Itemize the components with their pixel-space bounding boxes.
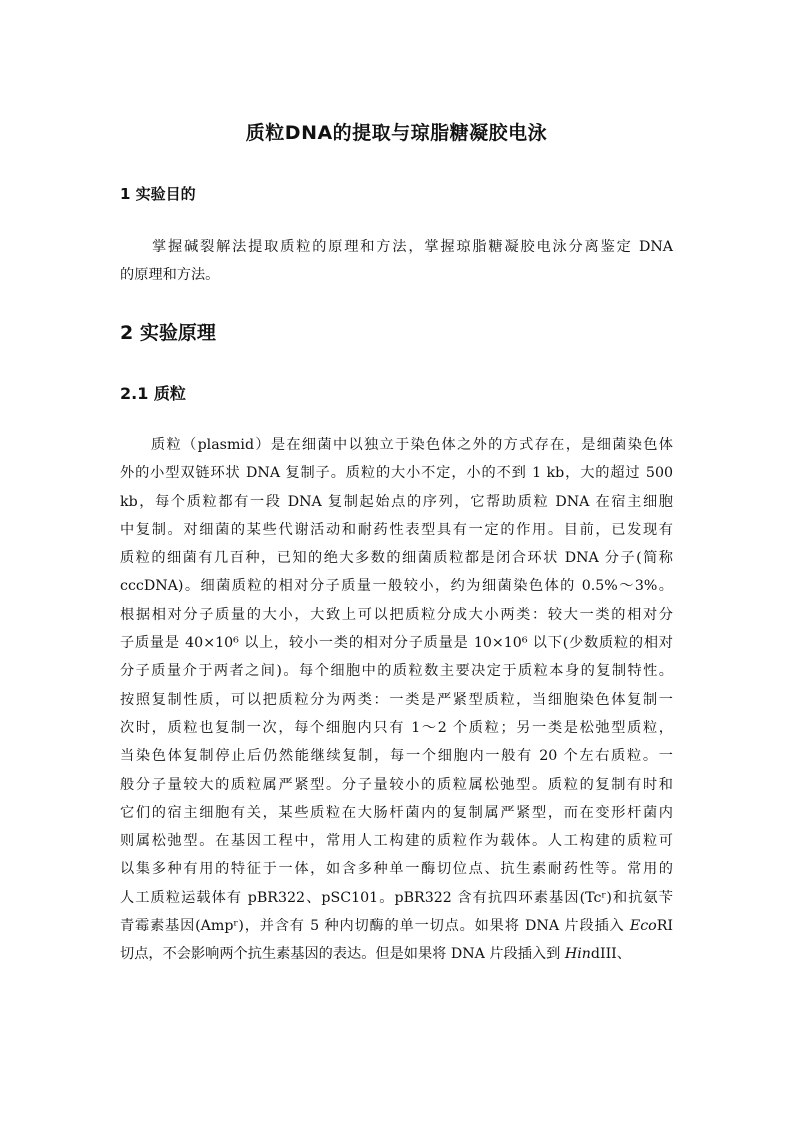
text-line: 人工质粒运载体有 pBR322、pSC101。pBR322 含有抗四环素基因(Tcʳ)和抗氨苄 [120, 889, 673, 906]
text-line: 子质量是 40×10⁶ 以上，较小一类的相对分子质量是 10×10⁶ 以下(少数质粒的相对 [120, 635, 673, 652]
text-line: 切点，不会影响两个抗生素基因的表达。但是如果将 DNA 片段插入到 HindIII、 [120, 946, 631, 963]
text-line: 的原理和方法。 [120, 267, 220, 284]
section-heading-principle: 2 实验原理 [120, 322, 216, 344]
section-heading-purpose: 1 实验目的 [120, 185, 196, 203]
text-line: 掌握碱裂解法提取质粒的原理和方法，掌握琼脂糖凝胶电泳分离鉴定 DNA [120, 239, 673, 255]
subsection-heading-plasmid: 2.1 质粒 [120, 384, 186, 403]
text-line: 以集多种有用的特征于一体，如含多种单一酶切位点、抗生素耐药性等。常用的 [120, 861, 673, 878]
text-line: 则属松弛型。在基因工程中，常用人工构建的质粒作为载体。人工构建的质粒可 [120, 833, 673, 850]
text-line: 按照复制性质，可以把质粒分为两类：一类是严紧型质粒，当细胞染色体复制一 [120, 691, 673, 708]
text-line: 根据相对分子质量的大小，大致上可以把质粒分成大小两类：较大一类的相对分 [120, 606, 673, 623]
text-line: kb，每个质粒都有一段 DNA 复制起始点的序列，它帮助质粒 DNA 在宿主细胞 [120, 493, 673, 510]
text-line: 分子质量介于两者之间)。每个细胞中的质粒数主要决定于质粒本身的复制特性。 [120, 663, 673, 680]
subsection-plasmid-body [120, 431, 673, 969]
text-line: 次时，质粒也复制一次，每个细胞内只有 1～2 个质粒；另一类是松弛型质粒， [120, 719, 673, 736]
text-line: 质粒（plasmid）是在细菌中以独立于染色体之外的方式存在，是细菌染色体 [120, 437, 673, 453]
text-line: 当染色体复制停止后仍然能继续复制，每一个细胞内一般有 20 个左右质粒。一 [120, 748, 673, 765]
text-line: 外的小型双链环状 DNA 复制子。质粒的大小不定，小的不到 1 kb，大的超过 500 [120, 465, 673, 482]
document-title: 质粒DNA的提取与琼脂糖凝胶电泳 [245, 122, 548, 144]
text-line: 它们的宿主细胞有关，某些质粒在大肠杆菌内的复制属严紧型，而在变形杆菌内 [120, 804, 673, 821]
text-line: 般分子量较大的质粒属严紧型。分子量较小的质粒属松弛型。质粒的复制有时和 [120, 776, 673, 793]
text-line: 青霉素基因(Ampʳ)，并含有 5 种内切酶的单一切点。如果将 DNA 片段插入 EcoRI [120, 918, 673, 935]
text-line: 质粒的细菌有几百种，已知的绝大多数的细菌质粒都是闭合环状 DNA 分子(简称 [120, 550, 673, 567]
text-line: cccDNA)。细菌质粒的相对分子质量一般较小，约为细菌染色体的 0.5%～3%。 [120, 578, 673, 595]
text-line: 中复制。对细菌的某些代谢活动和耐药性表型具有一定的作用。目前，已发现有 [120, 521, 673, 538]
section-purpose-body [120, 233, 673, 290]
